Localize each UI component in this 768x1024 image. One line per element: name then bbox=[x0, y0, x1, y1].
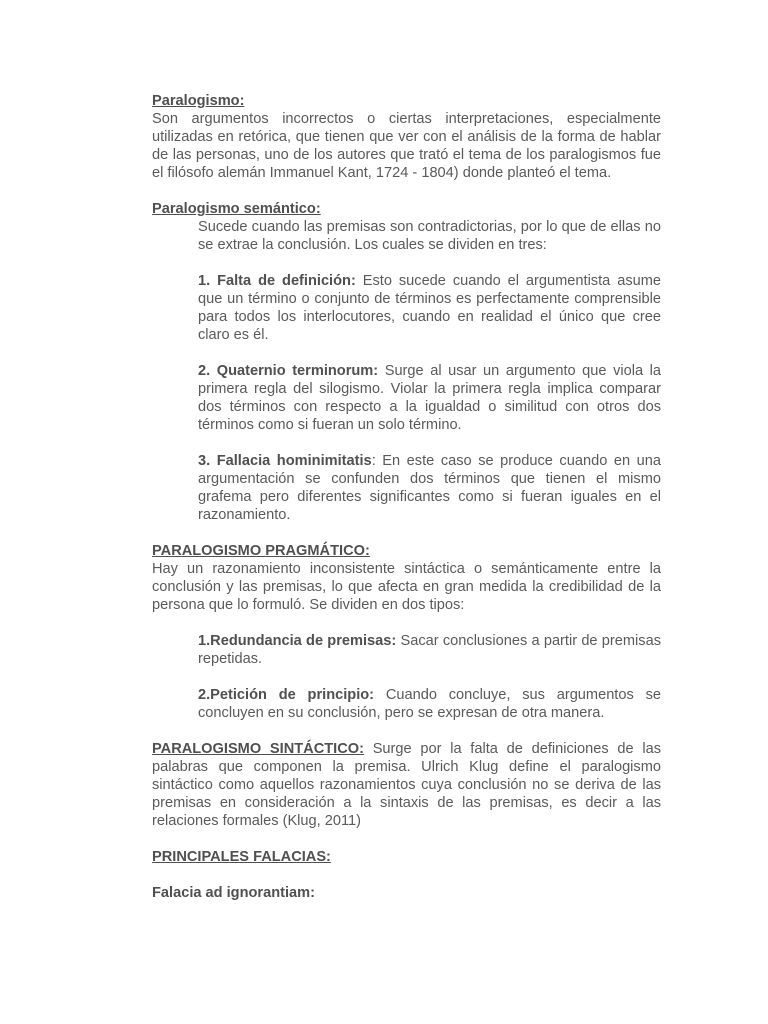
falacias-heading: PRINCIPALES FALACIAS: bbox=[152, 849, 331, 865]
sintactico-paragraph bbox=[152, 740, 661, 830]
sintactico-body: Surge por la falta de definiciones de las palabras que componen la premisa. Ulrich Klug define el paralogismo sintáctico como aquellos razonamientos cuya conclusión no se deriva de las premisas en consideración a la sintaxis de las premisas, es decir a las relaciones formales (Klug, 2011) bbox=[152, 741, 662, 829]
paralogismo-heading: Paralogismo: bbox=[152, 93, 245, 109]
spacer bbox=[152, 524, 661, 542]
item-text: Esto sucede cuando el argumentista asume que un término o conjunto de términos es perfectamente comprensible para todos los interlocutores, cuando en realidad el único que cree claro es él. bbox=[198, 273, 662, 343]
semantico-intro: Sucede cuando las premisas son contradictorias, por lo que de ellas no se extrae la conclusión. Los cuales se dividen en tres: bbox=[198, 219, 661, 253]
item-term: 3. Fallacia hominimitatis bbox=[198, 453, 372, 469]
paralogismo-body: Son argumentos incorrectos o ciertas interpretaciones, especialmente utilizadas en retórica, que tienen que ver con el análisis de la forma de hablar de las personas, uno de los autores que trató el tema de los paralogismos fue el filósofo alemán Immanuel Kant, 1724 - 1804) donde planteó el tema. bbox=[152, 111, 661, 181]
spacer bbox=[152, 434, 661, 452]
semantico-item-1 bbox=[198, 272, 661, 344]
item-text: Cuando concluye, sus argumentos se concluyen en su conclusión, pero se expresan de otra manera. bbox=[198, 687, 661, 721]
spacer bbox=[152, 344, 661, 362]
spacer bbox=[152, 722, 661, 740]
semantico-item-3 bbox=[198, 452, 661, 524]
item-term: 2.Petición de principio: bbox=[198, 687, 375, 703]
pragmatico-body: Hay un razonamiento inconsistente sintáctica o semánticamente entre la conclusión y las premisas, lo que afecta en gran medida la credibilidad de la persona que lo formuló. Se dividen en dos tipos: bbox=[152, 561, 661, 613]
semantico-heading: Paralogismo semántico: bbox=[152, 201, 321, 217]
spacer bbox=[152, 614, 661, 632]
pragmatico-item-2 bbox=[198, 686, 661, 722]
item-text: Sacar conclusiones a partir de premisas repetidas. bbox=[198, 633, 661, 667]
falacias-sub: Falacia ad ignorantiam: bbox=[152, 885, 316, 901]
item-text: Surge al usar un argumento que viola la primera regla del silogismo. Violar la primera regla implica comparar dos términos con respecto a la igualdad o similitud con otros dos términos como si fueran un solo término. bbox=[198, 363, 661, 433]
semantico-item-2 bbox=[198, 362, 661, 434]
pragmatico-item-1 bbox=[198, 632, 661, 668]
document-page bbox=[152, 92, 661, 902]
pragmatico-heading: PARALOGISMO PRAGMÁTICO: bbox=[152, 543, 370, 559]
spacer bbox=[152, 830, 661, 848]
sintactico-heading: PARALOGISMO SINTÁCTICO: bbox=[152, 741, 364, 757]
spacer bbox=[152, 182, 661, 200]
item-term: 1. Falta de definición: bbox=[198, 273, 356, 289]
spacer bbox=[152, 254, 661, 272]
item-text: : En este caso se produce cuando en una argumentación se confunden dos términos que tienen el mismo grafema pero diferentes significantes como si fueran iguales en el razonamiento. bbox=[198, 453, 661, 523]
item-term: 2. Quaternio terminorum: bbox=[198, 363, 379, 379]
spacer bbox=[152, 866, 661, 884]
item-term: 1.Redundancia de premisas: bbox=[198, 633, 397, 649]
spacer bbox=[152, 668, 661, 686]
